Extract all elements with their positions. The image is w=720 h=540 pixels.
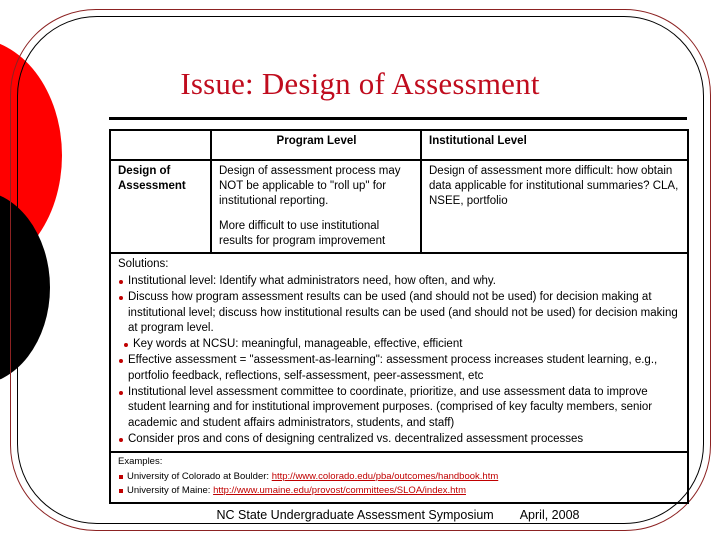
solutions-row bbox=[110, 253, 688, 452]
solutions-heading: Solutions: bbox=[118, 257, 169, 270]
solutions-list bbox=[118, 274, 681, 447]
footer-date: April, 2008 bbox=[519, 508, 580, 522]
examples-heading: Examples: bbox=[118, 456, 163, 468]
slide-footer bbox=[109, 508, 687, 522]
solutions-cell bbox=[110, 253, 688, 452]
table-header-institutional-level: Institutional Level bbox=[421, 130, 688, 160]
examples-cell bbox=[110, 452, 688, 503]
table-header-row bbox=[110, 130, 688, 160]
program-paragraph-2: More difficult to use institutional results for program improvement bbox=[219, 219, 386, 247]
examples-row bbox=[110, 452, 688, 503]
example-label-maine: University of Maine: bbox=[127, 485, 214, 496]
example-label-colorado: University of Colorado at Boulder: bbox=[127, 470, 272, 482]
table-corner-cell bbox=[110, 130, 211, 160]
list-item bbox=[118, 471, 681, 483]
list-item: Consider pros and cons of designing centralized vs. decentralized assessment processes bbox=[118, 432, 681, 447]
table-row-label-design-of-assessment: Design of Assessment bbox=[110, 160, 211, 253]
examples-list bbox=[118, 471, 681, 498]
list-item bbox=[118, 485, 681, 497]
table-cell-program-level bbox=[211, 160, 421, 253]
example-link-maine[interactable]: http://www.umaine.edu/provost/committees/SLOA/index.htm bbox=[213, 485, 466, 496]
list-item: Institutional level: Identify what administrators need, how often, and why. bbox=[118, 274, 681, 289]
table-cell-institutional-level bbox=[421, 160, 688, 253]
program-paragraph-1: Design of assessment process may NOT be applicable to "roll up" for institutional reporting. bbox=[219, 165, 401, 208]
assessment-table bbox=[109, 129, 689, 504]
list-item: Effective assessment = "assessment-as-learning": assessment process increases student learning, e.g., portfolio feedback, reflections, self-assessment, peer-assessment, etc bbox=[118, 353, 681, 384]
table-header-program-level: Program Level bbox=[211, 130, 421, 160]
list-item: Institutional level assessment committee to coordinate, prioritize, and use assessment data to improve student learning and for institutional improvement purposes. (comprised of key faculty members, senior academic and student affairs administrators, students, and staff) bbox=[118, 385, 681, 431]
example-link-colorado[interactable]: http://www.colorado.edu/pba/outcomes/handbook.htm bbox=[271, 470, 499, 482]
title-divider bbox=[109, 117, 687, 120]
list-item: Discuss how program assessment results can be used (and should not be used) for decision making at institutional level; discuss how institutional results can be used (and should not be used) for decision making at program level. bbox=[118, 290, 681, 336]
footer-event-name: NC State Undergraduate Assessment Symposium bbox=[216, 508, 494, 522]
institutional-paragraph-1: Design of assessment more difficult: how obtain data applicable for institutional summaries? CLA, NSEE, portfolio bbox=[429, 165, 679, 208]
page-title: Issue: Design of Assessment bbox=[180, 66, 540, 101]
list-item: Key words at NCSU: meaningful, manageable, effective, efficient bbox=[118, 337, 681, 352]
table-row bbox=[110, 160, 688, 253]
